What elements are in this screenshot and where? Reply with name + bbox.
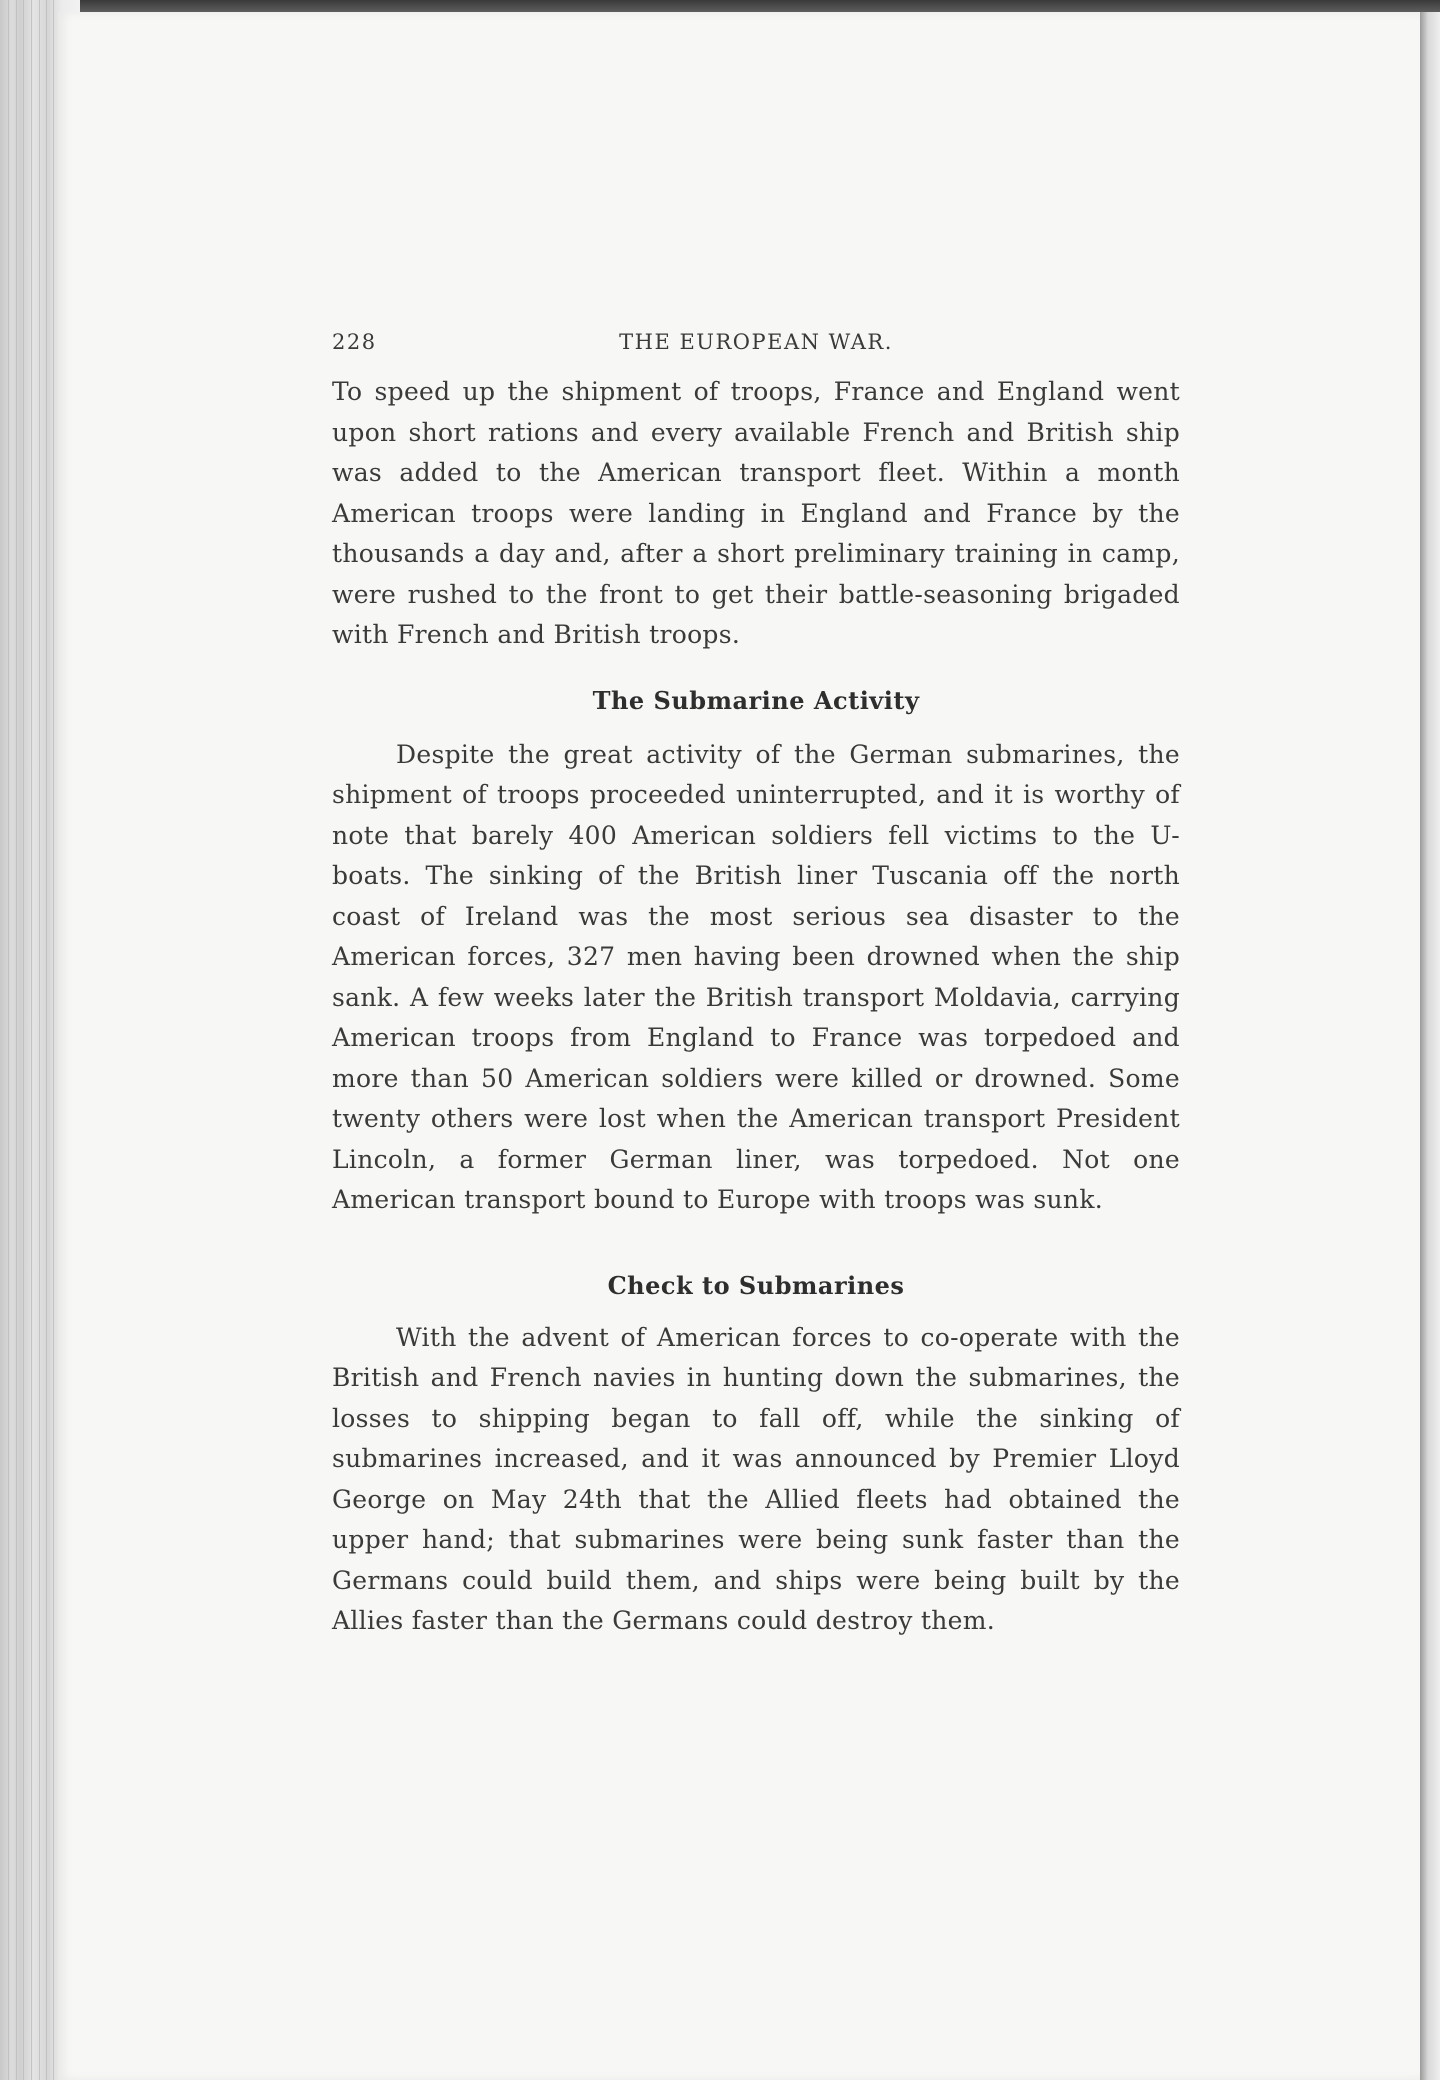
page-text-block [332,330,1180,1642]
section-paragraph-submarine-activity: Despite the great activity of the German submarines, the shipment of troops proceeded uninterrupted, and it is worthy of note that barely 400 American soldiers fell victims to the U-boats. The sinking of the British liner Tuscania off the north coast of Ireland was the most serious sea disaster to the American forces, 327 men having been drowned when the ship sank. A few weeks later the British transport Moldavia, carrying American troops from England to France was torpedoed and more than 50 American soldiers were killed or drowned. Some twenty others were lost when the American transport President Lincoln, a former German liner, was torpedoed. Not one American transport bound to Europe with troops was sunk. [332,739,1180,1214]
section-heading-check-to-submarines: Check to Submarines [607,1270,905,1300]
running-head [332,330,1180,370]
page-number: 228 [332,330,377,354]
intro-paragraph: To speed up the shipment of troops, France and England went upon short rations and every available French and British ship was added to the American transport fleet. Within a month American troops were landing in England and France by the thousands a day and, after a short preliminary training in camp, were rushed to the front to get their battle-seasoning brigaded with French and British troops. [332,377,1180,649]
running-title: THE EUROPEAN WAR. [619,330,893,354]
section-heading-submarine-activity: The Submarine Activity [592,685,920,715]
page-right-edge [1420,12,1440,2080]
section-paragraph-check-to-submarines: With the advent of American forces to co-operate with the British and French navies in hunting down the submarines, the losses to shipping began to fall off, while the sinking of submarines increased, and it was announced by Premier Lloyd George on May 24th that the Allied fleets had obtained the upper hand; that submarines were being sunk faster than the Germans could build them, and ships were being built by the Allies faster than the Germans could destroy them. [332,1322,1180,1635]
